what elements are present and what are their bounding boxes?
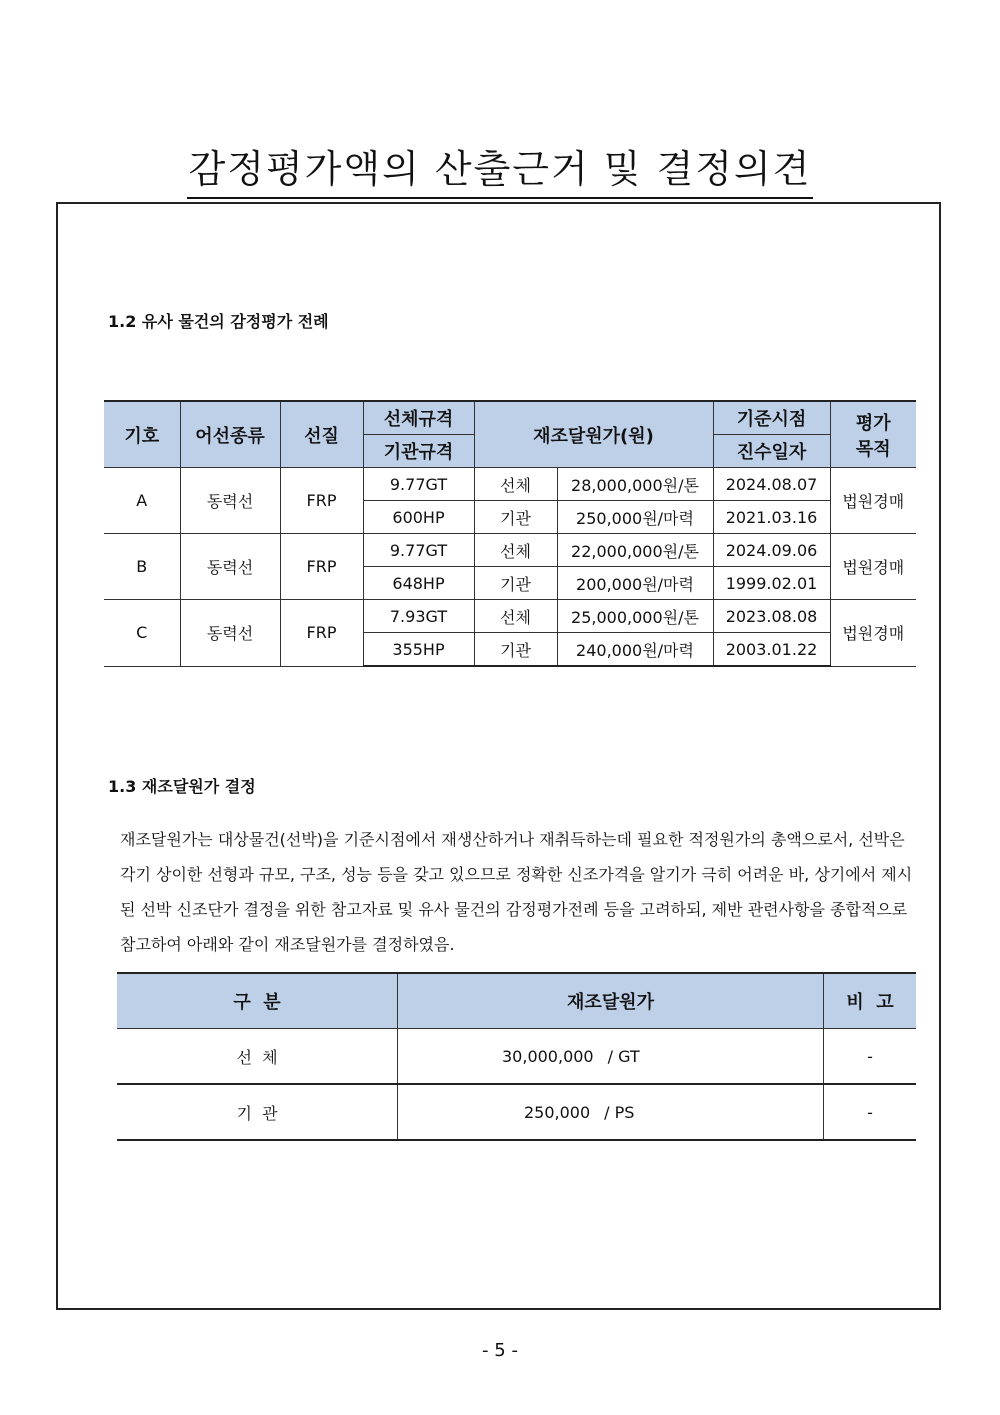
cell-engine-cost: 240,000원/마력 [557, 633, 713, 667]
precedent-table [104, 400, 916, 667]
cell-material: FRP [280, 600, 363, 667]
header-hull-spec: 선체규격 [363, 401, 474, 435]
cell-vessel-type: 동력선 [180, 534, 280, 600]
table-row [104, 468, 916, 501]
cell-hull-cost: 25,000,000원/톤 [557, 600, 713, 633]
cell-engine-label: 기관 [474, 633, 557, 667]
cell-launch-date: 2003.01.22 [713, 633, 830, 667]
table-row [104, 600, 916, 633]
cell-code: A [104, 468, 180, 534]
replacement-cost-table [117, 972, 916, 1141]
cell-hull-label: 선체 [474, 468, 557, 501]
cell-base-date: 2024.08.07 [713, 468, 830, 501]
header-material: 선질 [280, 401, 363, 468]
header-base-date: 기준시점 [713, 401, 830, 435]
cell-engine-cost: 250,000원/마력 [557, 501, 713, 534]
cell-engine-cost: 200,000원/마력 [557, 567, 713, 600]
cell-engine-spec: 355HP [363, 633, 474, 667]
cell-cost [398, 1029, 824, 1085]
header-cost: 재조달원가 [398, 973, 824, 1029]
replacement-cost-paragraph: 재조달원가는 대상물건(선박)을 기준시점에서 재생산하거나 재취득하는데 필요한 적정원가의 총액으로서, 선박은 각기 상이한 선형과 규모, 구조, 성능 등을 갖고 있으므로 정확한 신조가격을 알기가 극히 어려운 바, 상기에서 제시된 선박 신조단가 결정을 위한 참고자료 및 유사 물건의 감정평가전례 등을 고려하되, 제반 관련사항을 종합적으로 참고하여 아래와 같이 재조달원가를 결정하였음. [120, 830, 913, 954]
cell-engine-label: 기관 [474, 501, 557, 534]
cell-base-date: 2024.09.06 [713, 534, 830, 567]
cell-note: - [824, 1084, 917, 1140]
cell-engine-spec: 648HP [363, 567, 474, 600]
page-title: 감정평가액의 산출근거 및 결정의견 [0, 138, 1000, 193]
header-launch-date: 진수일자 [713, 435, 830, 468]
section-heading-1-2: 1.2 유사 물건의 감정평가 전례 [108, 312, 329, 331]
cell-category: 기 관 [117, 1084, 398, 1140]
cell-material: FRP [280, 534, 363, 600]
cell-hull-spec: 7.93GT [363, 600, 474, 633]
cell-cost-unit: / PS [604, 1102, 635, 1122]
table-row [117, 1029, 916, 1085]
cell-code: C [104, 600, 180, 667]
cell-hull-cost: 28,000,000원/톤 [557, 468, 713, 501]
page-number: - 5 - [482, 1340, 518, 1361]
cell-cost-value: 250,000 [524, 1102, 591, 1122]
table-row [117, 1084, 916, 1140]
header-category: 구 분 [117, 973, 398, 1029]
cell-cost [398, 1084, 824, 1140]
cell-purpose: 법원경매 [830, 468, 916, 534]
cell-material: FRP [280, 468, 363, 534]
cell-vessel-type: 동력선 [180, 600, 280, 667]
cell-launch-date: 2021.03.16 [713, 501, 830, 534]
cell-code: B [104, 534, 180, 600]
header-vessel-type: 어선종류 [180, 401, 280, 468]
header-purpose: 평가 목적 [830, 401, 916, 468]
cell-engine-spec: 600HP [363, 501, 474, 534]
cell-hull-label: 선체 [474, 600, 557, 633]
table-row [104, 534, 916, 567]
content-frame [56, 202, 941, 1310]
header-engine-spec: 기관규격 [363, 435, 474, 468]
cell-launch-date: 1999.02.01 [713, 567, 830, 600]
cell-hull-cost: 22,000,000원/톤 [557, 534, 713, 567]
cell-hull-spec: 9.77GT [363, 534, 474, 567]
section-heading-1-3: 1.3 재조달원가 결정 [108, 777, 256, 796]
cell-vessel-type: 동력선 [180, 468, 280, 534]
cell-note: - [824, 1029, 917, 1085]
cell-hull-spec: 9.77GT [363, 468, 474, 501]
header-note: 비 고 [824, 973, 917, 1029]
cell-purpose: 법원경매 [830, 600, 916, 667]
cell-category: 선 체 [117, 1029, 398, 1085]
cell-base-date: 2023.08.08 [713, 600, 830, 633]
header-replacement-cost: 재조달원가(원) [474, 401, 713, 468]
cell-cost-unit: / GT [607, 1046, 640, 1066]
cell-purpose: 법원경매 [830, 534, 916, 600]
cell-engine-label: 기관 [474, 567, 557, 600]
header-code: 기호 [104, 401, 180, 468]
cell-hull-label: 선체 [474, 534, 557, 567]
cell-cost-value: 30,000,000 [502, 1046, 594, 1066]
